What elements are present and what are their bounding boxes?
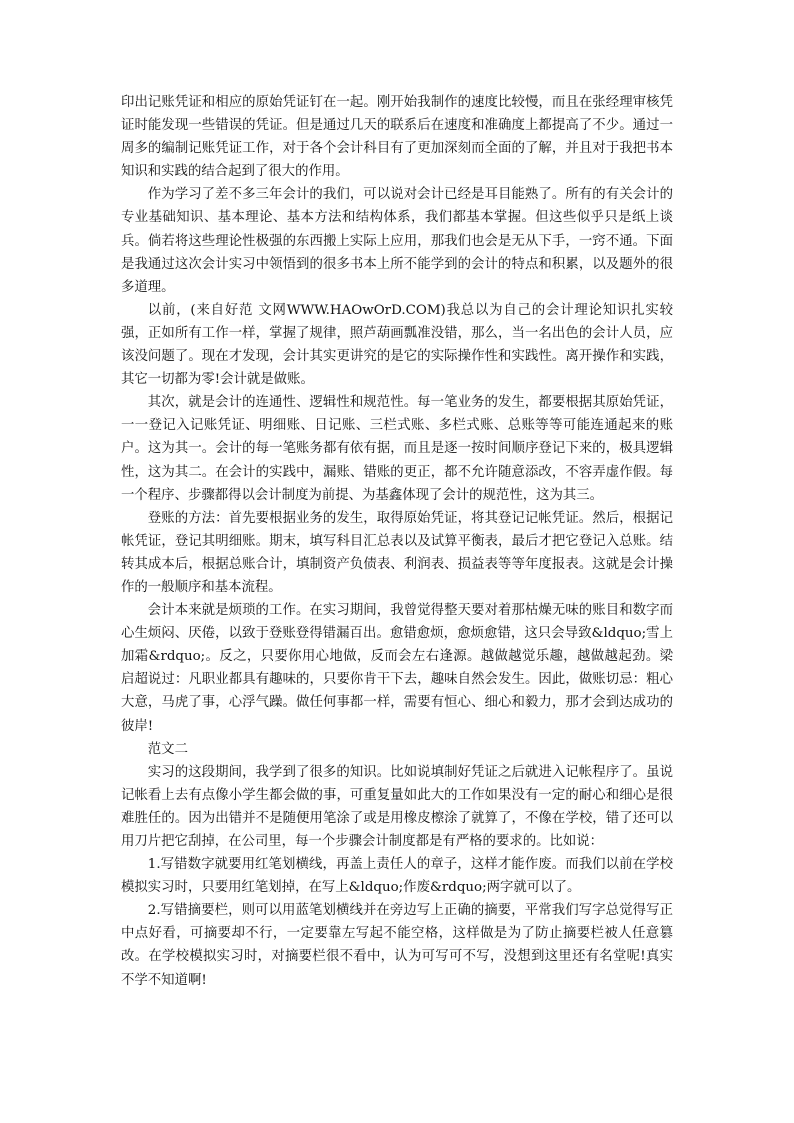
- paragraph-posting-method: 登账的方法：首先要根据业务的发生，取得原始凭证，将其登记记帐凭证。然后，根据记帐凭证，登记其明细账。期末，填写科目汇总表以及试算平衡表，最后才把它登记入总账。结转其成本后，根据总账合计，填制资产负债表、利润表、损益表等等年度报表。这就是会计操作的一般顺序和基本流程。: [121, 510, 673, 595]
- section-heading-sample-two: 范文二: [147, 741, 188, 757]
- paragraph-accounting-study: 作为学习了差不多三年会计的我们，可以说对会计已经是耳目能熟了。所有的有关会计的专业基础知识、基本理论、基本方法和结构体系，我们都基本掌握。但这些似乎只是纸上谈兵。倘若将这些理论性极强的东西搬上实际上应用，那我们也会是无从下手，一窍不通。下面是我通过这次会计实习中领悟到的很多书本上所不能学到的会计的特点和积累，以及题外的很多道理。: [121, 187, 673, 295]
- paragraph-tedious-work: 会计本来就是烦琐的工作。在实习期间，我曾觉得整天要对着那枯燥无味的账目和数字而心生烦闷、厌倦，以致于登账登得错漏百出。愈错愈烦，愈烦愈错，这只会导致&ldquo;雪上加霜&rdquo;。反之，只要你用心地做，反而会左右逢源。越做越觉乐趣，越做越起劲。梁启超说过：凡职业都具有趣味的，只要你肯干下去，趣味自然会发生。因此，做账切忌：粗心大意，马虎了事，心浮气躁。做任何事都一样，需要有恒心、细心和毅力，那才会到达成功的彼岸!: [121, 603, 673, 734]
- paragraph-continuation: 印出记账凭证和相应的原始凭证钉在一起。刚开始我制作的速度比较慢，而且在张经理审核凭证时能发现一些错误的凭证。但是通过几天的联系后在速度和准确度上都提高了不少。通过一周多的编制记账凭证工作，对于各个会计科目有了更加深刻而全面的了解，并且对于我把书本知识和实践的结合起到了很大的作用。: [121, 95, 673, 180]
- document-body: [121, 91, 673, 992]
- list-item-wrong-summary: 2.写错摘要栏，则可以用蓝笔划横线并在旁边写上正确的摘要，平常我们写字总觉得写正中点好看，可摘要却不行，一定要靠左写起不能空格，这样做是为了防止摘要栏被人任意篡改。在学校模拟实习时，对摘要栏很不看中，认为可写可不写，没想到这里还有名堂呢!真实不学不知道啊!: [121, 903, 673, 988]
- paragraph-previous-thoughts: 以前，(来自好范 文网WWW.HAOwOrD.COM)我总以为自己的会计理论知识扎实较强，正如所有工作一样，掌握了规律，照芦葫画瓢准没错，那么，当一名出色的会计人员，应该没问题了。现在才发现，会计其实更讲究的是它的实际操作性和实践性。离开操作和实践，其它一切都为零!会计就是做账。: [121, 302, 673, 388]
- paragraph-connectivity: 其次，就是会计的连通性、逻辑性和规范性。每一笔业务的发生，都要根据其原始凭证，一一登记入记账凭证、明细账、日记账、三栏式账、多栏式账、总账等等可能连通起来的账户。这为其一。会计的每一笔账务都有依有据，而且是逐一按时间顺序登记下来的，极具逻辑性，这为其二。在会计的实践中，漏账、错账的更正，都不允许随意添改，不容弄虚作假。每一个程序、步骤都得以会计制度为前提、为基鑫体现了会计的规范性，这为其三。: [121, 395, 673, 503]
- paragraph-internship-period: 实习的这段期间，我学到了很多的知识。比如说填制好凭证之后就进入记帐程序了。虽说记帐看上去有点像小学生都会做的事，可重复量如此大的工作如果没有一定的耐心和细心是很难胜任的。因为出错并不是随便用笔涂了或是用橡皮檫涂了就算了，不像在学校，错了还可以用刀片把它刮掉，在公司里，每一个步骤会计制度都是有严格的要求的。比如说：: [121, 764, 673, 849]
- list-item-wrong-number: 1.写错数字就要用红笔划横线，再盖上责任人的章子，这样才能作废。而我们以前在学校模拟实习时，只要用红笔划掉，在写上&ldquo;作废&rdquo;两字就可以了。: [121, 857, 673, 896]
